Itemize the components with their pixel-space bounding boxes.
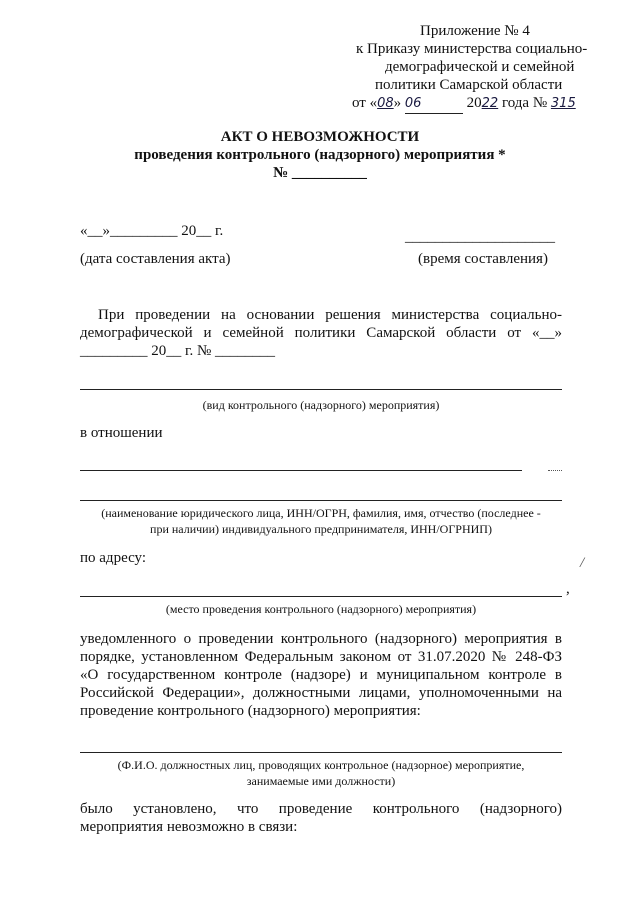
handwritten-month: 06 xyxy=(405,95,463,114)
decision-paragraph-line-1: При проведении на основании решения министерства социально- xyxy=(98,307,562,323)
notice-paragraph-line-4: Российской Федерации», должностными лицами, уполномоченными на xyxy=(80,685,562,701)
notice-paragraph-line-5: проведение контрольного (надзорного) мероприятия: xyxy=(80,703,421,719)
address-label: по адресу: xyxy=(80,550,147,566)
finding-paragraph-line-2: мероприятия невозможно в связи: xyxy=(80,819,298,835)
appendix-number: Приложение № 4 xyxy=(420,23,530,39)
stray-slash-mark: / xyxy=(580,555,585,571)
entity-line-1[interactable] xyxy=(80,470,522,471)
document-number-field[interactable]: № __________ xyxy=(273,165,367,181)
decision-paragraph-line-2: демографической и семейной политики Самарской области от «__» xyxy=(80,325,562,341)
appendix-order-line: к Приказу министерства социально- xyxy=(356,41,588,57)
officials-line[interactable] xyxy=(80,752,562,753)
appendix-ministry-line: демографической и семейной xyxy=(385,59,575,75)
handwritten-day: 08 xyxy=(377,96,394,111)
time-caption: (время составления) xyxy=(418,251,548,267)
appendix-date-line xyxy=(352,94,576,114)
address-comma: , xyxy=(566,581,570,597)
notice-paragraph-line-1: уведомленного о проведении контрольного (надзорного) мероприятия в xyxy=(80,631,562,647)
time-field[interactable]: ____________________ xyxy=(405,229,555,245)
date-prefix: от « xyxy=(352,95,378,111)
officials-caption-line-1: (Ф.И.О. должностных лиц, проводящих контрольное (надзорное) мероприятие, xyxy=(117,758,525,772)
year-suffix: года № xyxy=(501,95,548,111)
decision-paragraph-line-3[interactable]: _________ 20__ г. № ________ xyxy=(80,343,276,359)
date-field[interactable]: «__»_________ 20__ г. xyxy=(80,223,224,239)
regarding-label: в отношении xyxy=(80,425,163,441)
handwritten-year: 22 xyxy=(481,96,499,111)
address-line[interactable] xyxy=(80,596,562,597)
entity-caption-line-1: (наименование юридического лица, ИНН/ОГРН, фамилия, имя, отчество (последнее - xyxy=(101,506,541,520)
date-mid: » xyxy=(393,95,402,111)
entity-line-1-tail xyxy=(548,470,562,471)
place-caption: (место проведения контрольного (надзорного) мероприятия) xyxy=(165,602,477,616)
document-subtitle: проведения контрольного (надзорного) мероприятия * xyxy=(134,147,506,163)
handwritten-order-number: 315 xyxy=(550,96,576,111)
year-prefix: 20 xyxy=(466,95,482,111)
officials-caption-line-2: занимаемые ими должности) xyxy=(246,774,396,788)
notice-paragraph-line-3: «О государственном контроле (надзоре) и муниципальном контроле в xyxy=(80,667,562,683)
finding-paragraph-line-1: было установлено, что проведение контрольного (надзорного) xyxy=(80,801,562,817)
date-caption: (дата составления акта) xyxy=(80,251,231,267)
entity-caption-line-2: при наличии) индивидуального предпринимателя, ИНН/ОГРНИП) xyxy=(150,522,492,536)
event-type-line[interactable] xyxy=(80,389,562,390)
entity-line-2[interactable] xyxy=(80,500,562,501)
event-type-caption: (вид контрольного (надзорного) мероприятия) xyxy=(202,398,440,412)
appendix-region-line: политики Самарской области xyxy=(375,77,563,93)
document-title: АКТ О НЕВОЗМОЖНОСТИ xyxy=(220,129,420,145)
notice-paragraph-line-2: порядке, установленном Федеральным законом от 31.07.2020 № 248-ФЗ xyxy=(80,649,562,665)
